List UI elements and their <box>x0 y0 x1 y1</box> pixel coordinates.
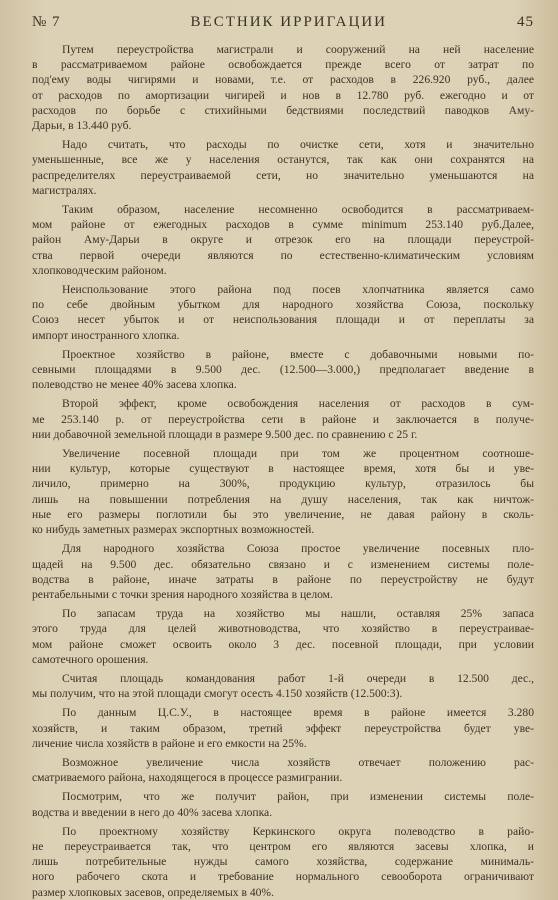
text-line: нии культур, которые существуют в настоящее время, хотя бы и уве- <box>32 462 534 476</box>
text-line: По запасам труда на хозяйство мы нашли, оставляя 25% запаса <box>62 607 534 621</box>
text-line: нии добавочной земельной площади в размере 9.500 дес. по сравнению с 25 г. <box>32 427 418 441</box>
text-line: Неиспользование этого района под посев хлопчатника является само <box>62 283 534 297</box>
paragraph <box>32 42 534 133</box>
text-line: район Аму-Дарьи в округе и отрезок его на площади переустрой- <box>32 233 534 247</box>
paragraph <box>32 541 534 602</box>
text-line: Считая площадь командования работ 1-й очереди в 12.500 дес., <box>62 671 534 685</box>
text-line: Путем переустройства магистрали и сооружений на ней население <box>62 43 534 56</box>
text-line: под'ему воды чигирями и новами, т.е. от расходов в 226.920 руб., далее <box>32 73 534 87</box>
text-line: Второй эффект, кроме освобождения населения от расходов в сум- <box>62 397 534 411</box>
text-line: по себе двойным убытком для народного хозяйства Союза, поскольку <box>32 298 534 312</box>
paragraph <box>32 671 534 701</box>
text-line: Увеличение посевной площади при том же процентном соотноше- <box>62 447 534 461</box>
text-line: Союз несет убыток и от неиспользования площади и от переплаты за <box>32 313 534 327</box>
text-line: не переустраивается так, что центром его являются засевы хлопка, и <box>32 839 534 853</box>
paragraph <box>32 137 534 198</box>
text-line: размер хлопковых засевов, определяемых в 40%. <box>32 885 274 899</box>
text-line: По данным Ц.С.У., в настоящее время в районе имеется 3.280 <box>62 706 534 720</box>
paragraph <box>32 446 534 537</box>
paragraph <box>32 202 534 278</box>
paragraph <box>32 755 534 785</box>
paragraph <box>32 606 534 667</box>
text-line: рентабельными с точки зрения народного хозяйства в целом. <box>32 587 333 601</box>
text-line: мы получим, что на этой площади смогут осесть 4.150 хозяйств (12.500:3). <box>32 687 403 701</box>
text-line: Для народного хозяйства Союза простое увеличение посевных пло- <box>62 542 534 556</box>
text-line: хлопководческим районом. <box>32 263 167 277</box>
paragraph <box>32 347 534 393</box>
text-line: Возможное увеличение числа хозяйств отвечает положению рас- <box>62 755 534 769</box>
text-line: распределителях переустраиваемой сети, но значительно уменьшаются на <box>32 168 534 182</box>
text-line: уменьшенные, все же у населения останутся, так как они сохранятся на <box>32 153 534 167</box>
text-line: ме 253.140 р. от переустройства сети в районе и заключается в получе- <box>32 412 534 426</box>
text-line: лишь на повышении потребления на душу населения, так как ничтож- <box>32 492 534 506</box>
paragraph <box>32 824 534 900</box>
journal-title: ВЕСТНИК ИРРИГАЦИИ <box>190 14 388 30</box>
text-line: Посмотрим, что же получит район, при изменении системы поле- <box>62 790 534 804</box>
text-line: импорт иностранного хлопка. <box>32 328 180 342</box>
text-line: самотечного орошения. <box>32 652 149 666</box>
text-line: водства в районе, иначе затраты в районе по переустройству не будут <box>32 572 534 586</box>
article-body <box>32 42 534 900</box>
text-line: Таким образом, население несомненно освободится в рассматриваем- <box>62 203 534 217</box>
text-line: Дарьи, в 13.440 руб. <box>32 119 132 133</box>
text-line: в рассматриваемом районе освобождается прежде всего от затрат по <box>32 58 534 72</box>
text-line: Проектное хозяйство в районе, вместе с добавочными новыми по- <box>62 347 534 361</box>
text-line: этого труда для целей животноводства, что хозяйство в переустраивае- <box>32 622 534 636</box>
text-line: расходов по борьбе с стихийными бедствиями последствий паводков Аму- <box>32 103 534 117</box>
running-header <box>32 14 534 36</box>
text-line: личение числа хозяйств в районе и его емкости на 25%. <box>32 736 307 750</box>
page-number: 45 <box>516 14 534 30</box>
paragraph <box>32 282 534 343</box>
issue-number: № 7 <box>32 14 61 30</box>
text-line: мом районе сможет освоить около 3 дес. посевной площади, при условии <box>32 637 534 651</box>
text-line: Надо считать, что расходы по очистке сети, хотя и значительно <box>62 138 534 152</box>
text-line: водства и введении в него до 40% засева хлопка. <box>32 805 273 819</box>
text-line: По проектному хозяйству Керкинского округа полеводство в райо- <box>62 824 534 838</box>
text-line: полеводство не менее 40% засева хлопка. <box>32 378 237 392</box>
text-line: щадей на 9.500 дес. обязательно связано и с изменением системы поле- <box>32 557 534 571</box>
text-line: мом районе от ежегодных расходов в сумме minimum 253.140 руб.Далее, <box>32 218 534 232</box>
text-line: лишь потребительные нужды самого хозяйства, содержание минималь- <box>32 855 534 869</box>
text-line: ные его размеры поглотили бы это увеличение, не давая району в сколь- <box>32 507 534 521</box>
paragraph <box>32 705 534 751</box>
paragraph <box>32 396 534 442</box>
text-line: севными площадями в 9.500 дес. (12.500—3.000,) предполагает введение в <box>32 363 534 377</box>
text-line: личило, примерно на 300%, продукцию культур, отразилось бы <box>32 477 534 491</box>
text-line: ства первой очереди являются по естественно-климатическим условиям <box>32 248 534 262</box>
text-line: хозяйств, и таким образом, третий эффект переустройства будет уве- <box>32 721 534 735</box>
text-line: магистралях. <box>32 183 97 197</box>
paragraph <box>32 789 534 819</box>
text-line: ко нибудь заметных размерах экспортных возможностей. <box>32 523 315 537</box>
text-line: сматриваемого района, находящегося в процессе размигрании. <box>32 771 343 785</box>
text-line: от расходов по амортизации чигирей и нов в 12.780 руб. ежегодно и от <box>32 88 534 102</box>
text-line: ного рабочего скота и требование нормального севооборота ограничивают <box>32 870 534 884</box>
